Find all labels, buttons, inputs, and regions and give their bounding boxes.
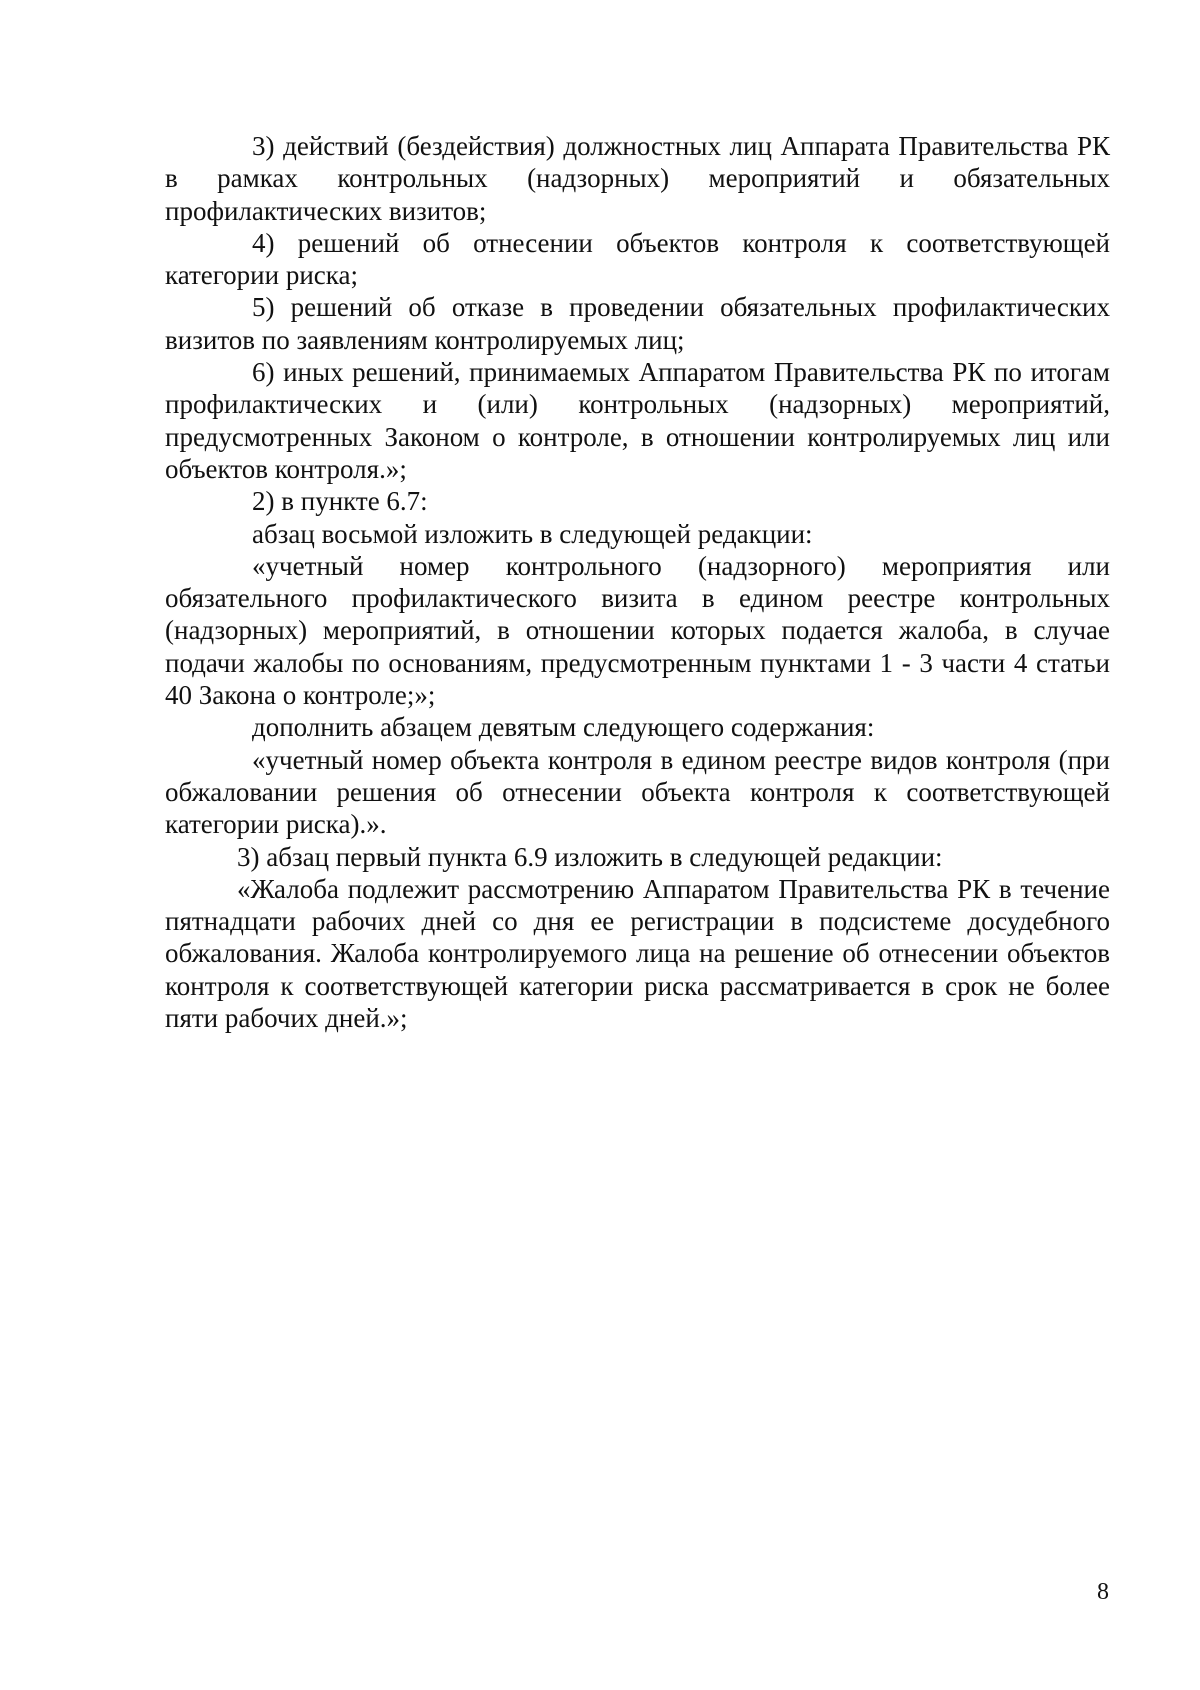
- paragraph-abstract-eighth: абзац восьмой изложить в следующей редакции:: [252, 518, 813, 549]
- paragraph-item-4-risk-category: 4) решений об отнесении объектов контроля к соответствующей категории риска;: [165, 227, 1110, 291]
- paragraph-clause-6-9: 3) абзац первый пункта 6.9 изложить в следующей редакции:: [237, 841, 943, 872]
- document-body: [165, 130, 1110, 1034]
- page-number: 8: [1097, 1579, 1109, 1605]
- paragraph-add-ninth: дополнить абзацем девятым следующего содержания:: [252, 712, 875, 743]
- paragraph-quote-complaint: «Жалоба подлежит рассмотрению Аппаратом Правительства РК в течение пятнадцати рабочих дней со дня ее регистрации в подсистеме досудебного обжалования. Жалоба контролируемого лица на решение об отнесении объектов контроля к соответствующей категории риска рассматривается в срок не более пяти рабочих дней.»;: [165, 873, 1110, 1034]
- paragraph-quote-object-number: «учетный номер объекта контроля в едином реестре видов контроля (при обжаловании решения об отнесении объекта контроля к соответствующей категории риска).».: [165, 744, 1110, 840]
- paragraph-item-3-actions: 3) действий (бездействия) должностных лиц Аппарата Правительства РК в рамках контрольных (надзорных) мероприятий и обязательных профилактических визитов;: [165, 131, 1110, 226]
- paragraph-clause-6-7: 2) в пункте 6.7:: [252, 486, 428, 517]
- paragraph-quote-registry-number: «учетный номер контрольного (надзорного) мероприятия или обязательного профилактического визита в едином реестре контрольных (надзорных) мероприятий, в отношении которых подается жалоба, в случае подачи жалобы по основаниям, предусмотренным пунктами 1 - 3 части 4 статьи 40 Закона о контроле;»;: [165, 550, 1110, 711]
- paragraph-item-5-refusal: 5) решений об отказе в проведении обязательных профилактических визитов по заявлениям контролируемых лиц;: [165, 292, 1110, 355]
- paragraph-item-6-other-decisions: 6) иных решений, принимаемых Аппаратом Правительства РК по итогам профилактических и (или) контрольных (надзорных) мероприятий, предусмотренных Законом о контроле, в отношении контролируемых лиц или объектов контроля.»;: [165, 357, 1110, 484]
